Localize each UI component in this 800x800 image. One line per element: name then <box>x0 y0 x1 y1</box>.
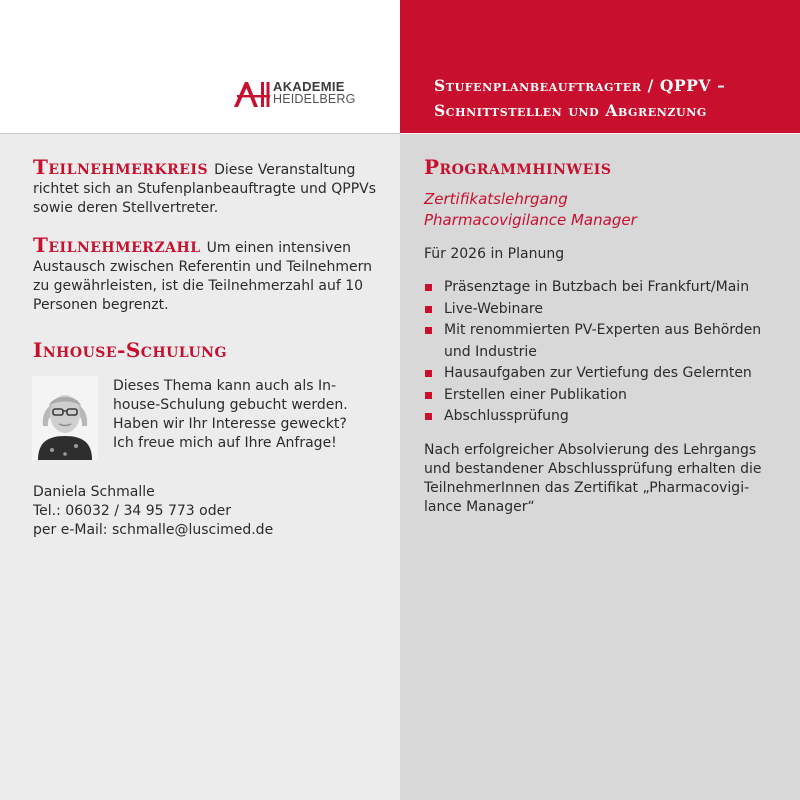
teilnehmerkreis-section <box>33 155 388 218</box>
outro-line4: lance Manager“ <box>424 499 535 515</box>
outro-line2: und bestandener Abschlussprüfung erhalten die <box>424 461 762 477</box>
contact-photo <box>32 376 98 460</box>
contact-block <box>33 483 273 540</box>
contact-name: Daniela Schmalle <box>33 484 155 500</box>
portrait-image <box>32 376 98 460</box>
logo-mark-icon <box>232 80 272 108</box>
list-item: Abschlussprüfung <box>424 406 784 428</box>
planning-text: Für 2026 in Planung <box>424 246 565 262</box>
program-bullet-list <box>424 277 784 428</box>
teilnehmerzahl-section <box>33 233 388 315</box>
inhouse-line1: Dieses Thema kann auch als In- <box>113 378 337 394</box>
list-item: Erstellen einer Publikation <box>424 385 784 407</box>
teilnehmerkreis-heading: Teilnehmerkreis <box>33 155 209 179</box>
inhouse-text <box>113 377 383 453</box>
list-item: Hausaufgaben zur Vertiefung des Gelernten <box>424 363 784 385</box>
outro-line3: TeilnehmerInnen das Zertifikat „Pharmacovigi- <box>424 480 750 496</box>
subtitle-line1: Zertifikatslehrgang <box>424 190 568 208</box>
inhouse-line4: Ich freue mich auf Ihre Anfrage! <box>113 435 337 451</box>
header-left-panel <box>0 0 400 134</box>
outro-text <box>424 441 786 517</box>
list-item: Mit renommierten PV-Experten aus Behörden und Industrie <box>424 320 784 363</box>
page-title-line1: Stufenplanbeauftragter / QPPV – <box>434 76 726 95</box>
inhouse-line2: house-Schulung gebucht werden. <box>113 397 348 413</box>
logo-line2: HEIDELBERG <box>273 92 356 106</box>
subtitle-line2: Pharmacovigilance Manager <box>424 211 637 229</box>
teilnehmerzahl-heading: Teilnehmerzahl <box>33 233 201 257</box>
outro-line1: Nach erfolgreicher Absolvierung des Lehrgangs <box>424 442 757 458</box>
page-title-line2: Schnittstellen und Abgrenzung <box>434 101 707 120</box>
contact-phone: Tel.: 06032 / 34 95 773 oder <box>33 503 231 519</box>
programmhinweis-heading: Programmhinweis <box>424 155 612 179</box>
certificate-subtitle <box>424 189 637 231</box>
contact-email[interactable]: per e-Mail: schmalle@luscimed.de <box>33 522 274 538</box>
inhouse-line3: Haben wir Ihr Interesse geweckt? <box>113 416 347 432</box>
inhouse-heading: Inhouse-Schulung <box>33 338 227 362</box>
list-item: Präsenztage in Butzbach bei Frankfurt/Main <box>424 277 784 299</box>
list-item: Live-Webinare <box>424 299 784 321</box>
teilnehmerkreis-text: Diese Veranstaltung richtet sich an Stufenplanbeauftragte und QPPVs sowie deren Stellvertreter. <box>33 162 377 216</box>
teilnehmerzahl-text: Um einen intensiven Austausch zwischen Referentin und Teilnehmern zu gewährleisten, ist die Teilnehmerzahl auf 10 Personen begrenzt. <box>33 240 373 313</box>
page-title <box>434 73 725 123</box>
logo-line1: AKADEMIE <box>273 79 345 94</box>
